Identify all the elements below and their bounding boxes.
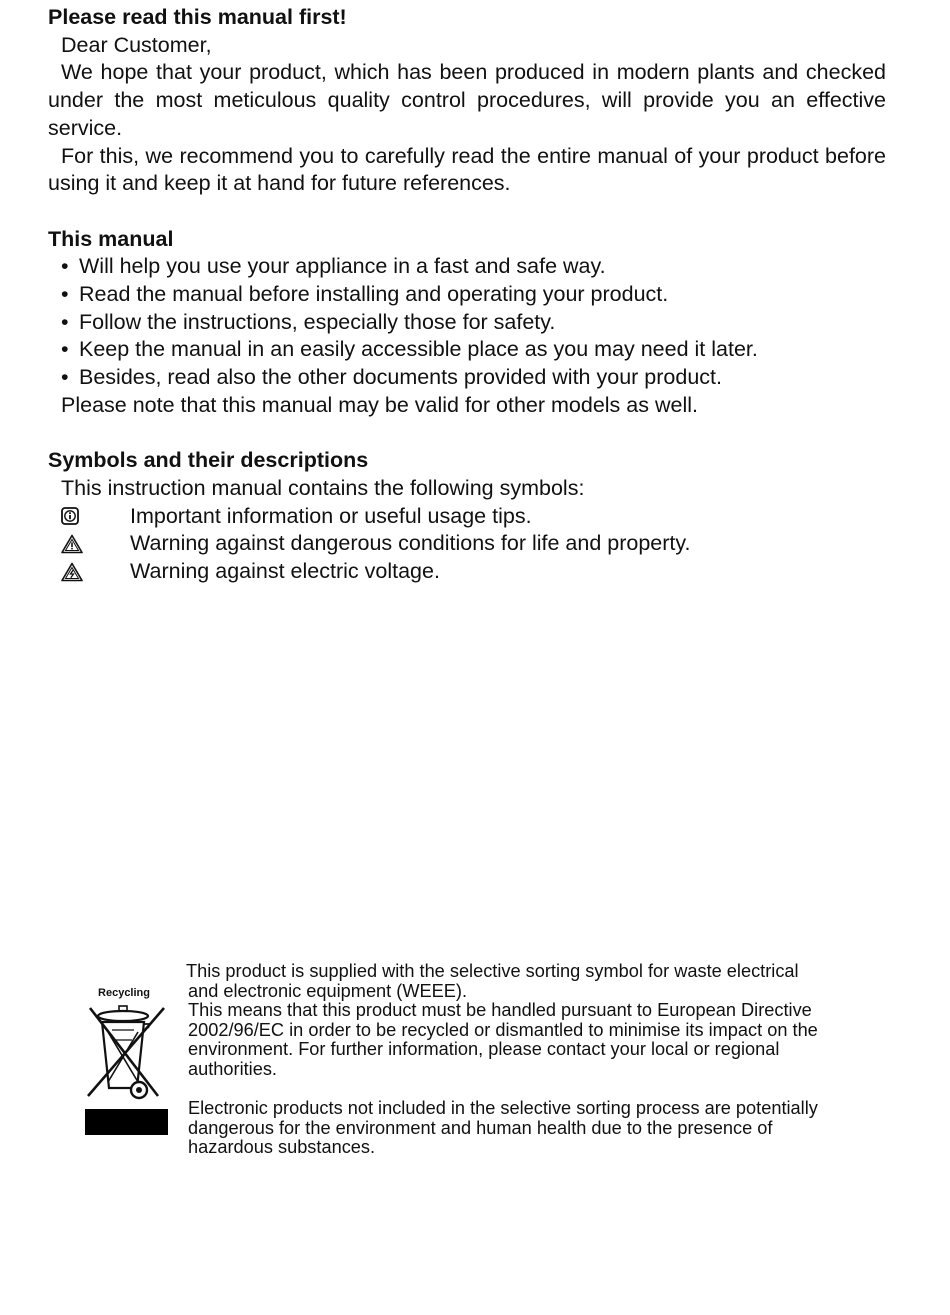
info-icon (48, 507, 130, 525)
manual-intro-page (48, 4, 886, 586)
weee-paragraph-1-line-1: This product is supplied with the selective sorting symbol for waste electrical (186, 961, 799, 981)
intro-heading: Please read this manual first! (48, 5, 347, 29)
list-item: • Besides, read also the other documents provided with your product. (61, 364, 886, 392)
greeting: Dear Customer, (61, 32, 212, 57)
spacer (186, 1080, 836, 1100)
list-item: • Will help you use your appliance in a fast and safe way. (61, 253, 886, 281)
recycling-label: Recycling (98, 987, 150, 999)
weee-paragraph-1-line-2: and electronic equipment (WEEE). (188, 980, 468, 1001)
spacer (48, 198, 886, 226)
symbols-heading: Symbols and their descriptions (48, 448, 369, 473)
symbol-description: Warning against dangerous conditions for life and property. (130, 531, 691, 556)
symbol-row-info (48, 503, 886, 531)
symbol-row-electric (48, 558, 886, 586)
weee-paragraph-3: Electronic products not included in the selective sorting process are potentially dangerous for the environment and human health due to the presence of hazardous substances. (188, 1098, 818, 1158)
symbol-description: Warning against electric voltage. (130, 559, 440, 583)
symbol-row-warning (48, 530, 886, 558)
weee-recycling-logo (84, 986, 170, 1136)
crossed-out-bin-icon (84, 996, 170, 1108)
this-manual-heading: This manual (48, 226, 174, 251)
manual-bullet-list (48, 253, 886, 392)
list-item: • Read the manual before installing and operating your product. (61, 281, 886, 309)
list-item: • Follow the instructions, especially those for safety. (61, 309, 886, 337)
warning-triangle-icon (48, 534, 130, 554)
validity-note: Please note that this manual may be valid for other models as well. (61, 392, 698, 417)
weee-black-bar (85, 1109, 168, 1135)
weee-notice (186, 962, 836, 1158)
weee-paragraph-2: This means that this product must be handled pursuant to European Directive 2002/96/EC in order to be recycled or dismantled to minimise its impact on the environment. For further information, please contact your local or regional authorities. (188, 1000, 818, 1079)
symbol-description: Important information or useful usage tips. (130, 503, 532, 528)
intro-paragraph-1: We hope that your product, which has been produced in modern plants and checked under the most meticulous quality control procedures, will provide you an effective service. (48, 60, 886, 140)
list-item: • Keep the manual in an easily accessible place as you may need it later. (61, 336, 886, 364)
spacer (48, 420, 886, 448)
electric-warning-icon (48, 562, 130, 582)
intro-paragraph-2: For this, we recommend you to carefully read the entire manual of your product before using it and keep it at hand for future references. (48, 143, 886, 196)
symbols-intro: This instruction manual contains the following symbols: (61, 475, 585, 500)
